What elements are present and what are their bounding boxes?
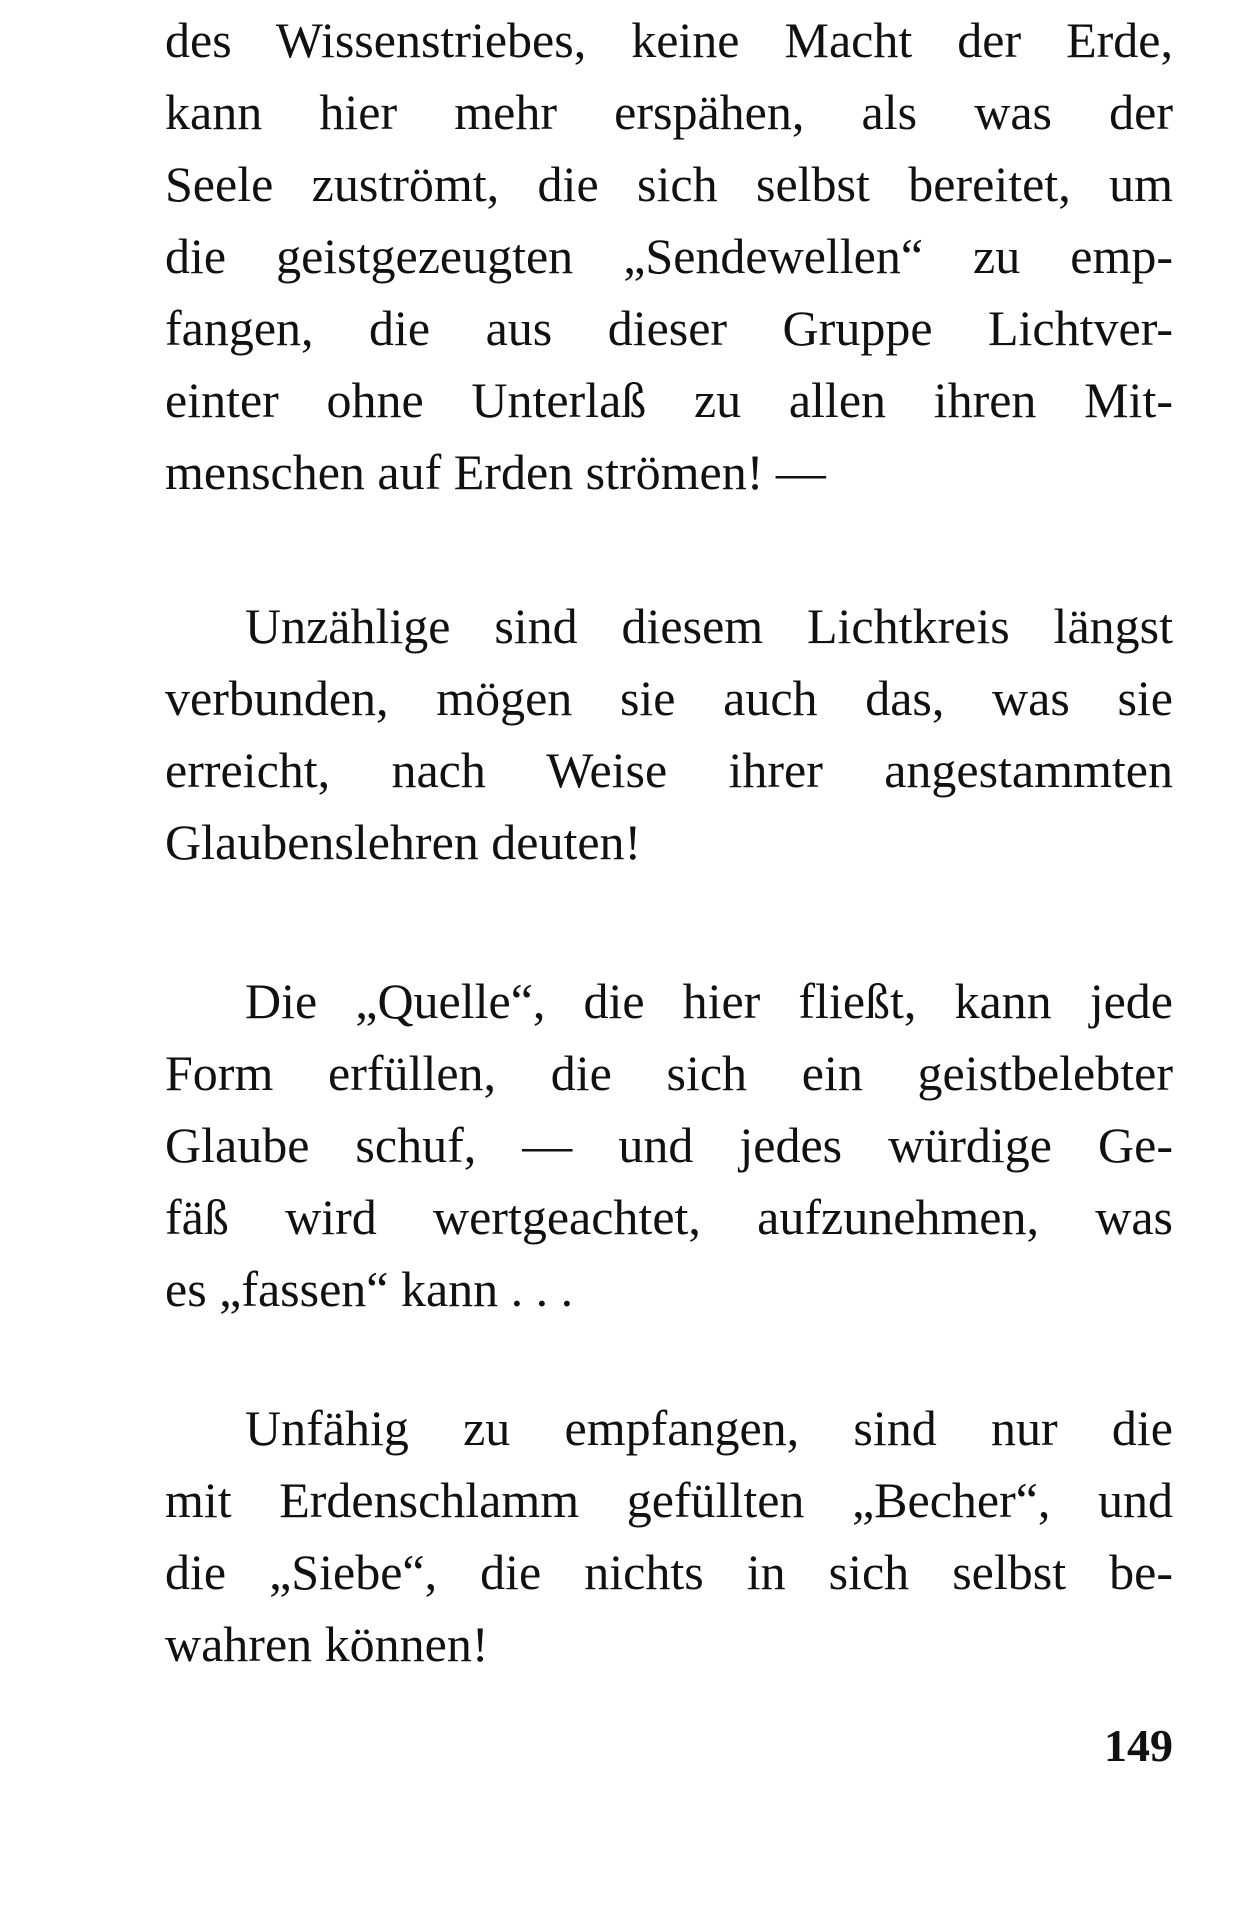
text-line: menschen auf Erden strömen! — bbox=[165, 444, 826, 500]
text-line: fäß wird wertgeachtet, aufzunehmen, was bbox=[165, 1189, 1173, 1245]
text-line: Die „Quelle“, die hier fließt, kann jede bbox=[245, 973, 1173, 1029]
text-line: einter ohne Unterlaß zu allen ihren Mit- bbox=[165, 372, 1173, 428]
text-line: die „Siebe“, die nichts in sich selbst be- bbox=[165, 1544, 1173, 1600]
text-line: wahren können! bbox=[165, 1616, 489, 1672]
text-line: Form erfüllen, die sich ein geistbelebter bbox=[165, 1045, 1173, 1101]
text-line: Unfähig zu empfangen, sind nur die bbox=[245, 1400, 1173, 1456]
page-number: 149 bbox=[1104, 1720, 1173, 1771]
text-line: Glaube schuf, — und jedes würdige Ge- bbox=[165, 1117, 1173, 1173]
text-line: mit Erdenschlamm gefüllten „Becher“, und bbox=[165, 1472, 1173, 1528]
text-line: Glaubenslehren deuten! bbox=[165, 814, 642, 870]
text-line: verbunden, mögen sie auch das, was sie bbox=[165, 670, 1173, 726]
text-line: die geistgezeugten „Sendewellen“ zu emp- bbox=[165, 228, 1173, 284]
text-line: Seele zuströmt, die sich selbst bereitet, um bbox=[165, 156, 1173, 212]
text-line: kann hier mehr erspähen, als was der bbox=[165, 84, 1173, 140]
text-line: des Wissenstriebes, keine Macht der Erde, bbox=[165, 12, 1173, 68]
text-line: Unzählige sind diesem Lichtkreis längst bbox=[245, 598, 1173, 654]
text-line: fangen, die aus dieser Gruppe Lichtver- bbox=[165, 300, 1173, 356]
text-line: erreicht, nach Weise ihrer angestammten bbox=[165, 742, 1173, 798]
text-line: es „fassen“ kann . . . bbox=[165, 1261, 574, 1317]
